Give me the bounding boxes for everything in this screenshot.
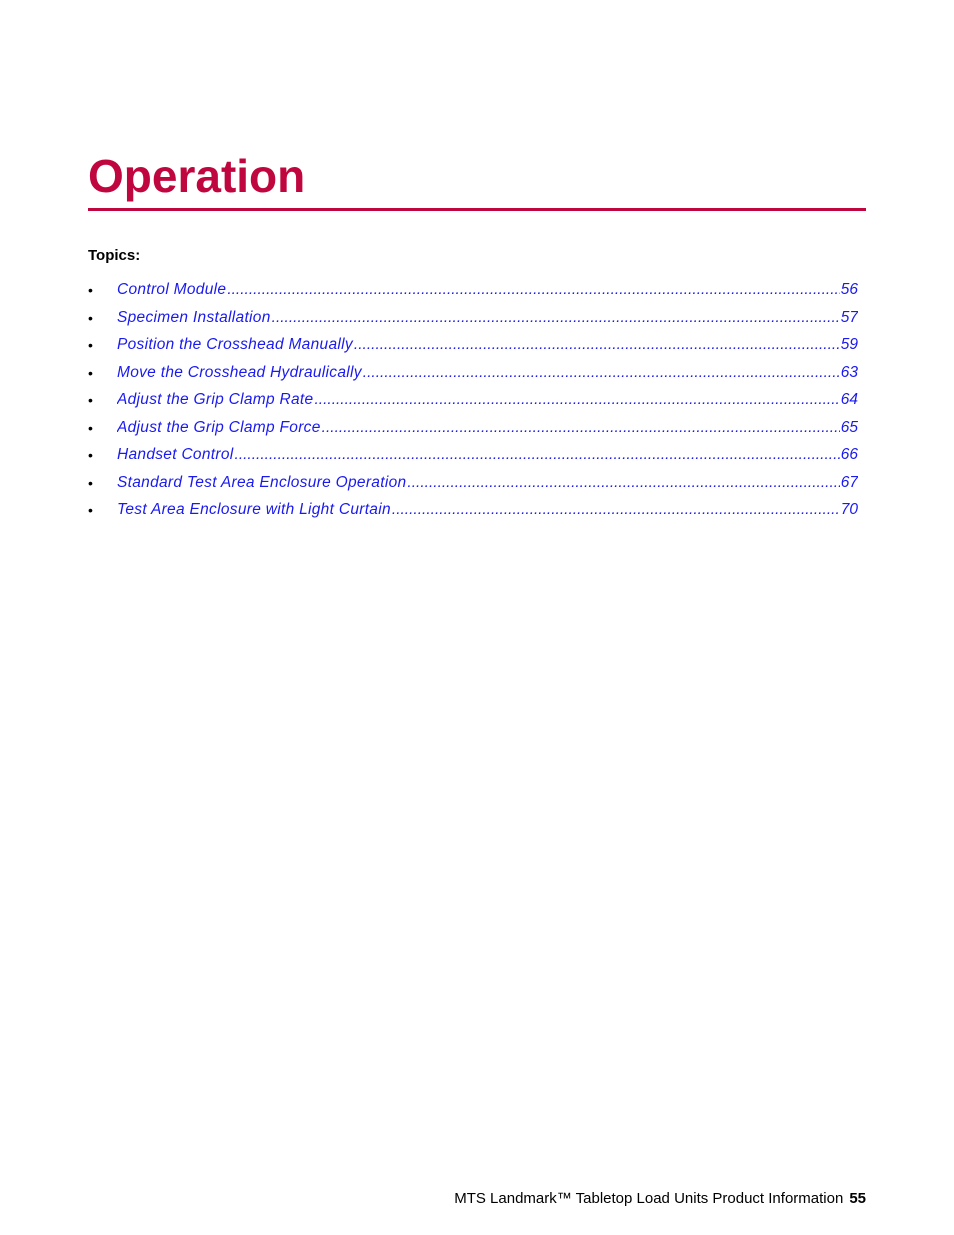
list-item [88,472,858,500]
toc-page-number: 67 [840,473,858,491]
dot-leader [322,417,840,439]
page-title: Operation [88,150,306,202]
toc-link-grip-clamp-rate[interactable] [117,389,858,411]
list-item [88,279,858,307]
toc-link-specimen-installation[interactable] [117,307,858,329]
toc-page-number: 56 [840,281,858,298]
bullet-icon: • [88,309,93,326]
bullet-icon: • [88,364,93,381]
list-item [88,444,858,472]
toc-label: Adjust the Grip Clamp Force [117,418,321,436]
toc-page-number: 65 [840,418,858,436]
dot-leader [235,444,840,466]
toc-page-number: 63 [840,363,858,381]
toc-label: Position the Crosshead Manually [117,336,353,353]
footer-page-number: 55 [849,1190,866,1207]
list-item [88,362,858,390]
topics-heading: Topics: [88,247,141,264]
page-footer [454,1189,866,1209]
list-item [88,334,858,362]
bullet-icon: • [88,337,93,353]
toc-page-number: 59 [840,336,858,353]
list-item [88,417,858,445]
footer-doc-title: MTS Landmark™ Tabletop Load Units Product Information [454,1190,844,1207]
toc-link-control-module[interactable] [117,279,858,301]
toc-label: Move the Crosshead Hydraulically [117,363,362,381]
toc-page-number: 57 [840,308,858,326]
dot-leader [407,472,839,494]
topics-list [88,279,858,527]
bullet-icon: • [88,392,93,408]
toc-link-standard-enclosure-operation[interactable] [117,472,858,494]
bullet-icon: • [88,474,93,491]
bullet-icon: • [88,419,93,436]
title-divider [88,208,866,211]
dot-leader [227,279,839,301]
toc-label: Specimen Installation [117,308,271,326]
toc-label: Handset Control [117,446,234,463]
toc-link-handset-control[interactable] [117,444,858,466]
toc-label: Standard Test Area Enclosure Operation [117,473,407,491]
toc-link-enclosure-light-curtain[interactable] [117,499,858,521]
bullet-icon: • [88,282,93,298]
bullet-icon: • [88,447,93,463]
toc-link-grip-clamp-force[interactable] [117,417,858,439]
list-item [88,389,858,417]
list-item [88,499,858,527]
bullet-icon: • [88,502,93,518]
toc-link-move-crosshead-hydraulically[interactable] [117,362,858,384]
toc-page-number: 66 [840,446,858,463]
toc-link-position-crosshead-manually[interactable] [117,334,858,356]
dot-leader [363,362,840,384]
dot-leader [392,499,840,521]
dot-leader [272,307,840,329]
toc-label: Control Module [117,281,227,298]
toc-label: Adjust the Grip Clamp Rate [117,391,314,408]
toc-page-number: 64 [840,391,858,408]
toc-label: Test Area Enclosure with Light Curtain [117,501,391,518]
toc-page-number: 70 [840,501,858,518]
dot-leader [354,334,840,356]
list-item [88,307,858,335]
dot-leader [314,389,839,411]
